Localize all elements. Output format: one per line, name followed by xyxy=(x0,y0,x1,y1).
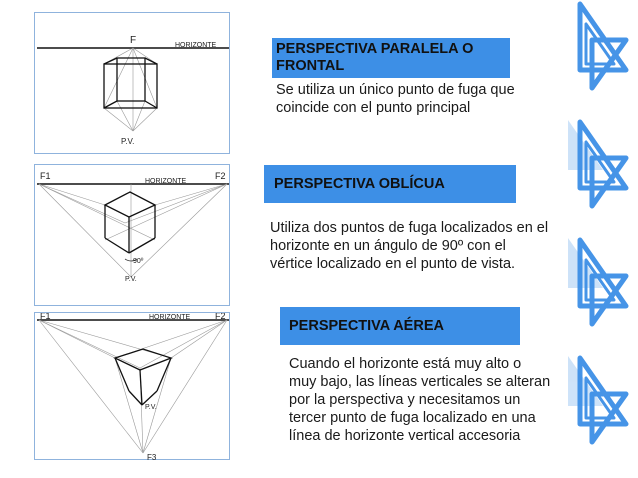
right-point-label: F2 xyxy=(215,313,226,321)
heading-oblique-perspective: PERSPECTIVA OBLÍCUA xyxy=(264,165,516,203)
figure-parallel-perspective xyxy=(34,12,230,154)
figure-aerial-perspective xyxy=(34,312,230,460)
horizon-label: HORIZONTE xyxy=(149,314,191,321)
text-aerial-perspective: Cuando el horizonte está muy alto o muy bajo, las líneas verticales se alteran por la perspectiva y necesitamos un tercer punto de fuga localizado en una línea de horizonte vertical accesoria xyxy=(289,356,551,444)
angle-label: 90º xyxy=(133,258,144,265)
right-point-label: F2 xyxy=(215,171,226,181)
horizon-label: HORIZONTE xyxy=(175,42,217,49)
text-oblique-perspective: Utiliza dos puntos de fuga localizados en el horizonte en un ángulo de 90º con el vértice localizado en el punto de vista. xyxy=(270,220,549,272)
set-square-icon xyxy=(580,4,626,88)
set-square-decoration xyxy=(548,0,638,478)
heading-parallel-perspective: PERSPECTIVA PARALELA O FRONTAL xyxy=(272,38,510,78)
viewpoint-label: P.V. xyxy=(125,276,137,283)
figure-oblique-perspective xyxy=(34,164,230,306)
viewpoint-label: P.V. xyxy=(145,404,157,411)
left-point-label: F1 xyxy=(40,171,51,181)
vanishing-point-label: F xyxy=(130,35,137,46)
viewpoint-label: P.V. xyxy=(121,137,135,146)
heading-aerial-perspective: PERSPECTIVA AÉREA xyxy=(280,307,520,345)
left-point-label: F1 xyxy=(40,313,51,321)
horizon-label: HORIZONTE xyxy=(145,178,187,185)
text-parallel-perspective: Se utiliza un único punto de fuga que coincide con el punto principal xyxy=(276,82,515,116)
bottom-point-label: F3 xyxy=(147,453,157,461)
